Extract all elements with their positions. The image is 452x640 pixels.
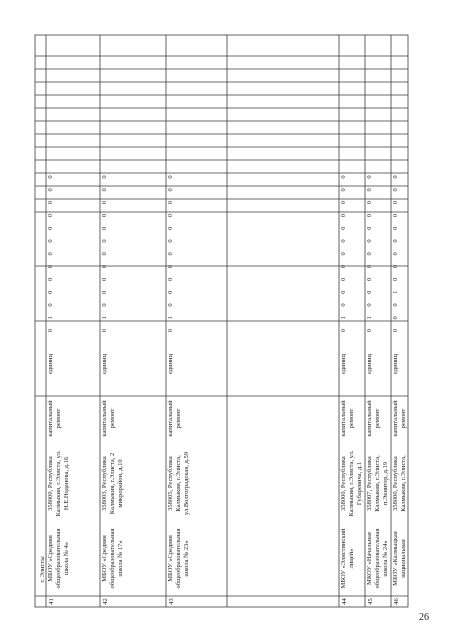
value-cell: 0 [392,175,399,179]
work-type: капитальный ремонт [47,400,62,437]
value-cell: 0 [392,316,399,320]
value-cell: 0 [101,239,108,243]
value-cell: 0 [167,277,174,282]
value-cell: 0 [47,303,54,307]
value-cell: 0 [340,252,347,256]
row-number: 44 [341,598,348,605]
value-cell: 0 [101,303,108,307]
table-row [46,175,100,607]
row-number: 41 [48,598,55,605]
value-cell: 0 [101,328,108,333]
work-type: капитальный ремонт [167,400,182,437]
value-cell: 0 [340,226,347,230]
value-cell: 0 [392,201,399,205]
table-row [365,175,391,607]
value-cell: 0 [101,201,108,205]
value-cell: 0 [47,277,54,282]
institution-name: МКОУ «Начальная общеобразовательная школа № 24» [366,528,389,589]
institution-name: МБОУ «Средняя общеобразовательная школа № 4» [47,528,70,589]
value-cell: 0 [47,290,54,294]
value-cell: 0 [167,188,174,192]
value-cell: 1 [340,316,347,320]
unit: единиц [101,353,108,375]
unit: единиц [392,353,399,375]
row-number: 46 [393,598,400,605]
value-cell: 0 [47,328,54,333]
value-cell: 0 [47,213,54,218]
value-cell: 0 [101,290,108,294]
unit: единиц [47,353,54,375]
institution-address: 358000, Республика Калмыкия, г.Элиста, ул. Н.Е.Ноданова, д.16 [47,450,70,517]
value-cell: 0 [101,188,108,192]
institution-address: 358005, Республика Калмыкия, г.Элиста, ул.Волгоградская, д.59 [167,452,190,515]
value-cell: 0 [366,175,373,179]
institution-name: МБОУ «Средняя общеобразовательная школа № 23» [167,528,190,589]
work-type: капитальный ремонт [366,400,381,437]
value-cell: 0 [167,239,174,243]
row-number: 43 [168,598,175,605]
unit: единиц [340,353,347,375]
value-cell: 0 [167,290,174,294]
value-cell: 0 [47,239,54,243]
value-cell: 1 [366,316,373,320]
value-cell: 0 [340,328,347,333]
value-cell: 0 [47,175,54,179]
value-cell: 0 [167,328,174,333]
value-cell: 0 [366,303,373,307]
value-cell: 0 [167,201,174,205]
value-cell: 0 [167,265,174,269]
value-cell: 0 [392,303,399,307]
value-cell: 0 [366,239,373,243]
header-fragment-text: г. Элисты [39,556,46,583]
value-cell: 0 [101,265,108,269]
value-cell: 0 [340,265,347,269]
value-cell: 0 [340,201,347,205]
value-cell: 0 [47,226,54,230]
value-cell: 0 [167,303,174,307]
value-cell: 0 [167,175,174,179]
value-cell: 0 [366,277,373,282]
table-row [100,175,166,607]
unit: единиц [366,353,373,375]
value-cell: 0 [392,226,399,230]
value-cell: 0 [47,265,54,269]
value-cell: 0 [47,252,54,256]
value-cell: 0 [392,239,399,243]
value-cell: 0 [101,277,108,282]
value-cell: 0 [366,265,373,269]
value-cell: 0 [392,328,399,333]
institution-address: 358007, Республика Калмыкия, г.Элиста, п.Экнитер, д.19 [366,455,389,512]
value-cell: 0 [366,201,373,205]
table-row [166,175,227,607]
value-cell: 0 [340,175,347,179]
work-type: капитальный ремонт [392,400,407,437]
value-cell: 1 [47,316,54,320]
value-cell: 0 [101,213,108,218]
institution-address: 358000, Республика Калмыкия, г.Элиста, [392,455,407,512]
table-header-fragment [35,235,46,607]
value-cell: 0 [392,277,399,282]
value-cell: 0 [366,328,373,333]
value-cell: 0 [366,188,373,192]
value-cell: 0 [366,226,373,230]
value-cell: 0 [366,252,373,256]
page-number: 26 [419,612,429,623]
value-cell: 1 [167,316,174,320]
value-cell: 0 [392,265,399,269]
value-cell: 0 [392,252,399,256]
value-cell: 0 [167,252,174,256]
value-cell: 0 [392,213,399,218]
institution-name: МБОУ «Калмыцкая национальная [392,531,407,586]
value-cell: 0 [340,290,347,294]
institution-address: 358000, Республика Калмыкия, г.Элиста, ул. Губаревича, д.1 [340,450,363,517]
value-cell: 0 [366,213,373,218]
value-cell: 1 [392,290,399,294]
work-type: капитальный ремонт [340,400,355,437]
value-cell: 0 [340,277,347,282]
value-cell: 0 [101,175,108,179]
row-number: 45 [367,598,374,605]
table-row [339,175,365,607]
table-row [391,175,408,607]
value-cell: 0 [340,303,347,307]
institution-address: 358003, Республика Калмыкия, г.Элиста, 2 микрорайон, д.10 [101,452,124,515]
value-cell: 0 [340,213,347,218]
work-type: капитальный ремонт [101,400,116,437]
value-cell: 0 [101,252,108,256]
value-cell: 0 [101,226,108,230]
value-cell: 0 [167,213,174,218]
value-cell: 1 [101,316,108,320]
row-number: 42 [102,598,109,605]
value-cell: 0 [340,188,347,192]
value-cell: 0 [340,239,347,243]
institution-name: МБОУ «Средняя общеобразовательная школа № 17» [101,528,124,589]
value-cell: 0 [392,188,399,192]
unit: единиц [167,353,174,375]
value-cell: 0 [47,188,54,192]
value-cell: 0 [47,201,54,205]
institution-name: МБОУ «Элистинский лицей» [340,528,355,589]
value-cell: 0 [366,290,373,294]
value-cell: 0 [167,226,174,230]
